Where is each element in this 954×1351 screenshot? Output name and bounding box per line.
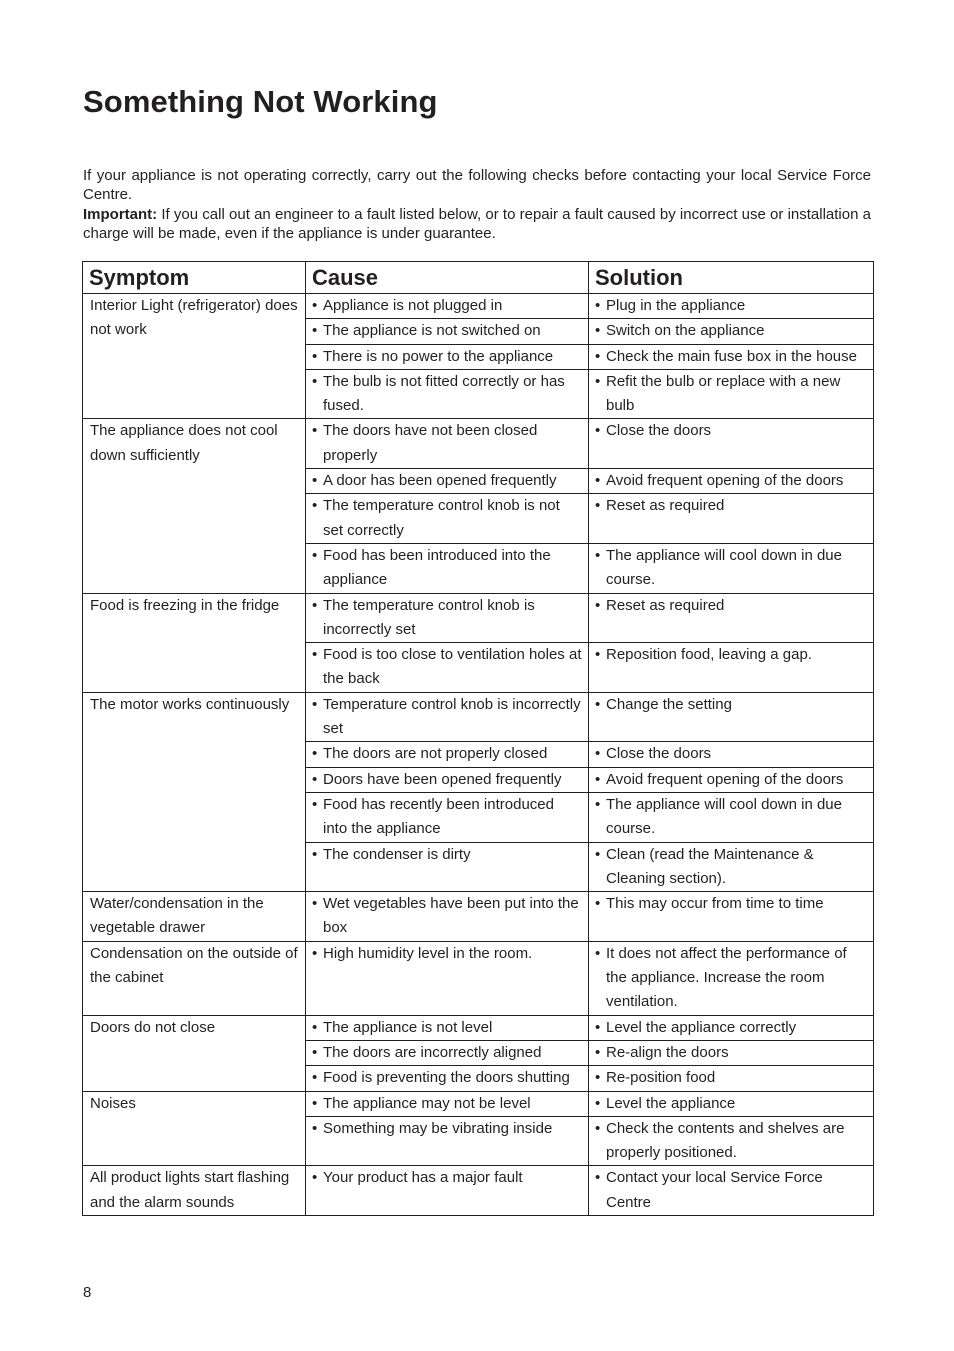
bullet-icon: • (312, 347, 318, 365)
bullet-icon: • (595, 745, 601, 763)
solution-text: Contact your local Service Force Centre (606, 1169, 823, 1211)
table-header-row (83, 262, 874, 294)
cause-cell (306, 494, 589, 544)
table-body (83, 294, 874, 1216)
bullet-icon: • (312, 1043, 318, 1061)
cause-bullet-item (312, 1166, 582, 1190)
solution-bullet-item (595, 319, 867, 343)
cause-text: The condenser is dirty (323, 845, 471, 863)
table-row (83, 692, 874, 742)
important-label: Important: (83, 205, 158, 223)
cause-text: The temperature control knob is incorrectly set (323, 596, 535, 638)
header-solution: Solution (589, 262, 874, 294)
bullet-icon: • (595, 596, 601, 614)
cause-cell (306, 842, 589, 892)
solution-text: Change the setting (606, 695, 732, 713)
cause-cell (306, 742, 589, 767)
solution-text: Re-position food (606, 1069, 716, 1087)
cause-text: Temperature control knob is incorrectly set (323, 695, 581, 738)
cause-text: The appliance is not level (323, 1018, 493, 1036)
symptom-cell: The motor works continuously (83, 692, 306, 891)
solution-cell (589, 469, 874, 494)
cause-cell (306, 319, 589, 344)
solution-bullet-item (595, 345, 867, 369)
symptom-cell: The appliance does not cool down sufficiently (83, 419, 306, 593)
cause-text: Your product has a major fault (323, 1169, 523, 1187)
cause-text: Food is too close to ventilation holes at the back (323, 646, 582, 688)
cause-cell (306, 294, 589, 319)
intro-text (83, 166, 871, 243)
cause-cell (306, 1015, 589, 1040)
cause-text: Wet vegetables have been put into the box (323, 895, 579, 937)
cause-cell (306, 643, 589, 693)
cause-text: Food has recently been introduced into the appliance (323, 795, 554, 838)
solution-text: Level the appliance correctly (606, 1018, 797, 1036)
cause-bullet-item (312, 1016, 582, 1040)
bullet-icon: • (312, 845, 318, 863)
bullet-icon: • (595, 1119, 601, 1137)
symptom-cell: Food is freezing in the fridge (83, 593, 306, 692)
bullet-icon: • (312, 1169, 318, 1187)
bullet-icon: • (312, 472, 318, 490)
bullet-icon: • (312, 297, 318, 314)
bullet-icon: • (312, 1119, 318, 1137)
solution-cell (589, 767, 874, 792)
solution-cell (589, 1091, 874, 1116)
solution-bullet-item (595, 1117, 867, 1166)
table-row (83, 419, 874, 469)
bullet-icon: • (312, 372, 318, 390)
solution-bullet-item (595, 843, 867, 892)
page-number: 8 (83, 1284, 92, 1301)
cause-bullet-item (312, 643, 582, 692)
solution-text: Reset as required (606, 596, 725, 614)
cause-text: The doors are incorrectly aligned (323, 1043, 542, 1061)
bullet-icon: • (595, 322, 601, 340)
bullet-icon: • (595, 347, 601, 365)
symptom-cell: Noises (83, 1091, 306, 1166)
solution-text: Reposition food, leaving a gap. (606, 646, 812, 664)
cause-cell (306, 792, 589, 842)
cause-bullet-item (312, 494, 582, 543)
bullet-icon: • (312, 1069, 318, 1087)
solution-text: Avoid frequent opening of the doors (606, 472, 844, 490)
cause-bullet-item (312, 469, 582, 493)
solution-cell (589, 941, 874, 1015)
cause-text: The appliance is not switched on (323, 322, 541, 340)
cause-cell (306, 593, 589, 643)
table-row (83, 892, 874, 942)
solution-cell (589, 369, 874, 419)
solution-text: Close the doors (606, 745, 712, 763)
bullet-icon: • (595, 297, 601, 314)
solution-cell (589, 419, 874, 469)
cause-bullet-item (312, 1092, 582, 1116)
cause-cell (306, 469, 589, 494)
solution-cell (589, 892, 874, 942)
solution-bullet-item (595, 693, 867, 717)
cause-text: Doors have been opened frequently (323, 770, 562, 788)
header-cause: Cause (306, 262, 589, 294)
cause-cell (306, 1166, 589, 1216)
solution-cell (589, 294, 874, 319)
bullet-icon: • (595, 372, 601, 390)
troubleshooting-table (82, 261, 874, 1216)
solution-bullet-item (595, 494, 867, 518)
cause-cell (306, 419, 589, 469)
bullet-icon: • (595, 646, 601, 664)
bullet-icon: • (312, 745, 318, 763)
bullet-icon: • (595, 770, 601, 788)
solution-cell (589, 643, 874, 693)
cause-bullet-item (312, 594, 582, 643)
solution-cell (589, 692, 874, 742)
bullet-icon: • (595, 944, 601, 962)
cause-cell (306, 344, 589, 369)
cause-cell (306, 543, 589, 593)
cause-text: The temperature control knob is not set correctly (323, 497, 560, 539)
table-row (83, 1091, 874, 1116)
solution-text: Refit the bulb or replace with a new bulb (606, 372, 841, 415)
cause-cell (306, 1116, 589, 1166)
solution-bullet-item (595, 892, 867, 916)
solution-bullet-item (595, 643, 867, 667)
bullet-icon: • (312, 770, 318, 788)
cause-cell (306, 1040, 589, 1065)
solution-cell (589, 543, 874, 593)
cause-text: The appliance may not be level (323, 1094, 531, 1112)
bullet-icon: • (595, 795, 601, 813)
cause-text: The doors have not been closed properly (323, 422, 538, 464)
solution-cell (589, 742, 874, 767)
solution-text: Plug in the appliance (606, 297, 746, 314)
solution-text: Avoid frequent opening of the doors (606, 770, 844, 788)
solution-bullet-item (595, 1166, 867, 1215)
solution-bullet-item (595, 1041, 867, 1065)
symptom-cell: Doors do not close (83, 1015, 306, 1091)
cause-cell (306, 941, 589, 1015)
cause-cell (306, 369, 589, 419)
cause-bullet-item (312, 419, 582, 468)
solution-cell (589, 593, 874, 643)
table-row (83, 294, 874, 319)
symptom-cell: Water/condensation in the vegetable drawer (83, 892, 306, 942)
cause-text: There is no power to the appliance (323, 347, 554, 365)
cause-bullet-item (312, 793, 582, 842)
solution-bullet-item (595, 742, 867, 766)
cause-bullet-item (312, 370, 582, 419)
bullet-icon: • (312, 895, 318, 913)
bullet-icon: • (312, 795, 318, 813)
cause-bullet-item (312, 1066, 582, 1090)
cause-bullet-item (312, 294, 582, 318)
solution-text: This may occur from time to time (606, 895, 824, 913)
solution-text: Reset as required (606, 497, 725, 515)
bullet-icon: • (312, 944, 318, 962)
cause-bullet-item (312, 544, 582, 593)
cause-text: Food is preventing the doors shutting (323, 1069, 570, 1087)
cause-bullet-item (312, 693, 582, 742)
bullet-icon: • (595, 895, 601, 913)
solution-bullet-item (595, 544, 867, 593)
bullet-icon: • (595, 546, 601, 564)
cause-bullet-item (312, 768, 582, 792)
table-row (83, 941, 874, 1015)
solution-cell (589, 344, 874, 369)
solution-bullet-item (595, 1066, 867, 1090)
cause-bullet-item (312, 843, 582, 867)
bullet-icon: • (595, 472, 601, 490)
cause-cell (306, 692, 589, 742)
page-title: Something Not Working (83, 84, 438, 119)
solution-bullet-item (595, 294, 867, 318)
cause-text: A door has been opened frequently (323, 472, 557, 490)
cause-text: Appliance is not plugged in (323, 297, 503, 314)
cause-cell (306, 1091, 589, 1116)
bullet-icon: • (595, 497, 601, 515)
bullet-icon: • (312, 322, 318, 340)
bullet-icon: • (595, 1043, 601, 1061)
solution-cell (589, 319, 874, 344)
cause-text: Food has been introduced into the appliance (323, 546, 551, 589)
cause-text: High humidity level in the room. (323, 944, 533, 962)
bullet-icon: • (595, 1169, 601, 1187)
cause-text: Something may be vibrating inside (323, 1119, 553, 1137)
bullet-icon: • (595, 695, 601, 713)
cause-text: The bulb is not fitted correctly or has fused. (323, 372, 565, 415)
solution-bullet-item (595, 419, 867, 443)
bullet-icon: • (312, 422, 318, 440)
solution-text: Switch on the appliance (606, 322, 765, 340)
solution-bullet-item (595, 942, 867, 1015)
bullet-icon: • (312, 546, 318, 564)
cause-cell (306, 767, 589, 792)
symptom-cell: Interior Light (refrigerator) does not work (83, 294, 306, 419)
cause-bullet-item (312, 742, 582, 766)
solution-cell (589, 842, 874, 892)
solution-bullet-item (595, 768, 867, 792)
solution-text: The appliance will cool down in due course. (606, 795, 842, 838)
solution-bullet-item (595, 469, 867, 493)
bullet-icon: • (312, 1094, 318, 1112)
cause-cell (306, 1066, 589, 1091)
solution-bullet-item (595, 793, 867, 842)
solution-bullet-item (595, 1092, 867, 1116)
header-symptom: Symptom (83, 262, 306, 294)
bullet-icon: • (595, 845, 601, 863)
cause-bullet-item (312, 1041, 582, 1065)
solution-text: Check the main fuse box in the house (606, 347, 857, 365)
solution-cell (589, 1040, 874, 1065)
solution-cell (589, 1166, 874, 1216)
solution-text: Level the appliance (606, 1094, 736, 1112)
cause-bullet-item (312, 345, 582, 369)
solution-text: Re-align the doors (606, 1043, 729, 1061)
bullet-icon: • (595, 1069, 601, 1087)
solution-bullet-item (595, 594, 867, 618)
solution-cell (589, 792, 874, 842)
solution-bullet-item (595, 370, 867, 419)
cause-cell (306, 892, 589, 942)
cause-bullet-item (312, 319, 582, 343)
solution-cell (589, 1116, 874, 1166)
symptom-cell: All product lights start flashing and the alarm sounds (83, 1166, 306, 1216)
cause-bullet-item (312, 1117, 582, 1141)
bullet-icon: • (595, 1018, 601, 1036)
bullet-icon: • (312, 646, 318, 664)
solution-text: The appliance will cool down in due course. (606, 546, 842, 589)
bullet-icon: • (312, 497, 318, 515)
solution-text: It does not affect the performance of the appliance. Increase the room ventilation. (606, 944, 847, 1011)
cause-bullet-item (312, 892, 582, 941)
important-text: If you call out an engineer to a fault listed below, or to repair a fault caused by incorrect use or installation a charge will be made, even if the appliance is under guarantee. (83, 205, 871, 242)
table-row (83, 1015, 874, 1040)
bullet-icon: • (595, 422, 601, 440)
solution-bullet-item (595, 1016, 867, 1040)
bullet-icon: • (312, 596, 318, 614)
table-row (83, 593, 874, 643)
bullet-icon: • (312, 1018, 318, 1036)
intro-paragraph: If your appliance is not operating correctly, carry out the following checks before contacting your local Service Force Centre. (83, 167, 871, 204)
bullet-icon: • (312, 695, 318, 713)
solution-text: Check the contents and shelves are properly positioned. (606, 1119, 845, 1162)
solution-cell (589, 1066, 874, 1091)
cause-text: The doors are not properly closed (323, 745, 548, 763)
symptom-cell: Condensation on the outside of the cabinet (83, 941, 306, 1015)
solution-text: Close the doors (606, 422, 712, 440)
table-row (83, 1166, 874, 1216)
important-note (83, 205, 871, 244)
solution-cell (589, 494, 874, 544)
bullet-icon: • (595, 1094, 601, 1112)
cause-bullet-item (312, 942, 582, 966)
solution-cell (589, 1015, 874, 1040)
solution-text: Clean (read the Maintenance & Cleaning section). (606, 845, 814, 887)
